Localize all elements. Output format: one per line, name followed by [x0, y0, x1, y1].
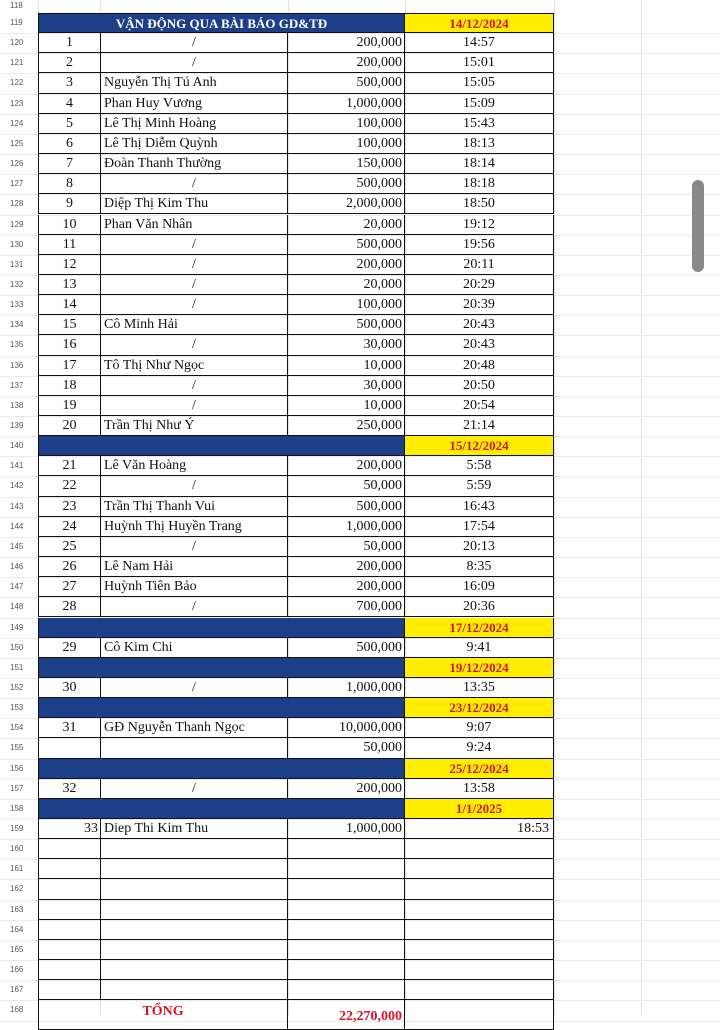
donor-name-cell[interactable] [101, 980, 288, 1000]
donor-name-cell[interactable]: / [101, 476, 288, 496]
index-cell[interactable]: 1 [38, 33, 101, 53]
time-cell[interactable]: 5:59 [405, 476, 554, 496]
time-cell[interactable] [405, 940, 554, 960]
row-number: 118 [10, 1, 23, 10]
time-cell[interactable]: 5:58 [405, 456, 554, 476]
donation-row [38, 476, 554, 496]
date-header-cell[interactable]: 23/12/2024 [405, 698, 554, 718]
time-cell[interactable]: 15:05 [405, 73, 554, 93]
index-cell[interactable]: 4 [38, 94, 101, 114]
donation-row [38, 597, 554, 617]
donation-row [38, 537, 554, 557]
amount-cell[interactable]: 100,000 [288, 114, 405, 134]
row-number: 127 [10, 179, 24, 189]
donor-name-cell[interactable]: Đoàn Thanh Thường [101, 154, 288, 174]
row-number: 137 [10, 380, 24, 390]
row-number: 140 [10, 441, 24, 451]
row-number: 128 [10, 199, 24, 209]
row-number: 149 [10, 622, 24, 632]
time-cell[interactable]: 13:58 [405, 779, 554, 799]
donor-name-cell[interactable]: / [101, 255, 288, 275]
row-number: 154 [10, 723, 24, 733]
amount-cell[interactable]: 100,000 [288, 295, 405, 315]
donor-name-cell[interactable] [101, 920, 288, 940]
amount-cell[interactable]: 700,000 [288, 597, 405, 617]
row-number: 163 [10, 904, 24, 914]
index-cell[interactable]: 20 [38, 416, 101, 436]
amount-cell[interactable]: 200,000 [288, 557, 405, 577]
donor-name-cell[interactable] [101, 859, 288, 879]
time-cell[interactable]: 8:35 [405, 557, 554, 577]
amount-cell[interactable]: 1,000,000 [288, 819, 405, 839]
donation-row [38, 114, 554, 134]
row-number: 132 [10, 279, 24, 289]
date-separator-row [38, 436, 554, 456]
row-number-column [0, 0, 38, 1016]
donor-name-cell[interactable]: Phan Văn Nhân [101, 215, 288, 235]
index-cell[interactable] [38, 859, 101, 879]
time-cell[interactable]: 16:09 [405, 577, 554, 597]
row-number: 144 [10, 521, 24, 531]
time-cell[interactable] [405, 1000, 554, 1030]
amount-cell[interactable]: 200,000 [288, 779, 405, 799]
index-cell[interactable]: 24 [38, 517, 101, 537]
date-header-cell[interactable]: 17/12/2024 [405, 618, 554, 638]
time-cell[interactable]: 14:57 [405, 33, 554, 53]
empty-row [38, 839, 554, 859]
index-cell[interactable]: 17 [38, 356, 101, 376]
amount-cell[interactable]: 500,000 [288, 497, 405, 517]
donor-name-cell[interactable]: Trần Thị Như Ý [101, 416, 288, 436]
donor-name-cell[interactable]: / [101, 174, 288, 194]
donor-name-cell[interactable]: / [101, 295, 288, 315]
row-number: 153 [10, 703, 24, 713]
donation-row [38, 396, 554, 416]
date-separator-row [38, 759, 554, 779]
index-cell[interactable]: 2 [38, 53, 101, 73]
date-header-cell[interactable]: 1/1/2025 [405, 799, 554, 819]
donor-name-cell[interactable]: Cô Kim Chi [101, 638, 288, 658]
index-cell[interactable]: 8 [38, 174, 101, 194]
row-number: 168 [10, 1005, 24, 1015]
index-cell[interactable]: 28 [38, 597, 101, 617]
amount-cell[interactable] [288, 879, 405, 899]
time-cell[interactable]: 20:36 [405, 597, 554, 617]
index-cell[interactable]: 9 [38, 194, 101, 214]
index-cell[interactable] [38, 900, 101, 920]
sheet-title-cell[interactable]: VẬN ĐỘNG QUA BÀI BÁO GD&TĐ [38, 13, 405, 33]
time-cell[interactable]: 20:43 [405, 315, 554, 335]
index-cell[interactable] [38, 960, 101, 980]
row-number: 121 [10, 58, 24, 68]
index-cell[interactable]: 31 [38, 718, 101, 738]
donor-name-cell[interactable]: Phan Huy Vương [101, 94, 288, 114]
amount-cell[interactable]: 50,000 [288, 476, 405, 496]
date-separator-row [38, 799, 554, 819]
donation-row [38, 819, 554, 839]
donation-row [38, 678, 554, 698]
donation-row [38, 497, 554, 517]
amount-cell[interactable]: 500,000 [288, 174, 405, 194]
time-cell[interactable]: 18:14 [405, 154, 554, 174]
donation-row [38, 335, 554, 355]
donation-row [38, 53, 554, 73]
index-cell[interactable]: 5 [38, 114, 101, 134]
time-cell[interactable]: 20:43 [405, 335, 554, 355]
index-cell[interactable] [38, 738, 101, 758]
total-amount-cell[interactable]: 22,270,000 [288, 1000, 405, 1030]
index-cell[interactable]: 33 [38, 819, 101, 839]
amount-cell[interactable] [288, 900, 405, 920]
donor-name-cell[interactable]: Huỳnh Tiên Bảo [101, 577, 288, 597]
empty-row [38, 980, 554, 1000]
row-number: 146 [10, 562, 24, 572]
donation-row [38, 215, 554, 235]
row-number: 159 [10, 824, 24, 833]
row-number: 167 [10, 985, 24, 995]
donor-name-cell[interactable]: / [101, 376, 288, 396]
row-number: 129 [10, 219, 24, 229]
amount-cell[interactable] [288, 859, 405, 879]
row-number: 119 [10, 18, 23, 27]
time-cell[interactable] [405, 980, 554, 1000]
row-number: 120 [10, 38, 24, 48]
index-cell[interactable]: 32 [38, 779, 101, 799]
index-cell[interactable]: 14 [38, 295, 101, 315]
index-cell[interactable]: 23 [38, 497, 101, 517]
date-header-cell[interactable]: 25/12/2024 [405, 759, 554, 779]
time-cell[interactable] [405, 859, 554, 879]
donation-row [38, 295, 554, 315]
amount-cell[interactable]: 1,000,000 [288, 678, 405, 698]
index-cell[interactable]: 16 [38, 335, 101, 355]
donor-name-cell[interactable] [101, 960, 288, 980]
amount-cell[interactable]: 200,000 [288, 456, 405, 476]
donor-name-cell[interactable]: / [101, 335, 288, 355]
donor-name-cell[interactable]: Nguyễn Thị Tú Anh [101, 73, 288, 93]
index-cell[interactable] [38, 920, 101, 940]
index-cell[interactable]: 6 [38, 134, 101, 154]
empty-row [38, 940, 554, 960]
amount-cell[interactable]: 2,000,000 [288, 194, 405, 214]
row-number: 160 [10, 844, 24, 854]
amount-cell[interactable]: 10,000,000 [288, 718, 405, 738]
amount-cell[interactable] [288, 940, 405, 960]
amount-cell[interactable]: 10,000 [288, 356, 405, 376]
row-number: 145 [10, 541, 24, 551]
donor-name-cell[interactable]: Cô Minh Hải [101, 315, 288, 335]
index-cell[interactable]: 19 [38, 396, 101, 416]
empty-row [38, 900, 554, 920]
donation-row [38, 718, 554, 738]
row-number: 123 [10, 98, 24, 108]
donor-name-cell[interactable]: Lê Thị Diễm Quỳnh [101, 134, 288, 154]
donor-name-cell[interactable]: GĐ Nguyễn Thanh Ngọc [101, 718, 288, 738]
amount-cell[interactable] [288, 920, 405, 940]
donation-row [38, 456, 554, 476]
donation-row [38, 174, 554, 194]
donor-name-cell[interactable]: / [101, 678, 288, 698]
index-cell[interactable]: 22 [38, 476, 101, 496]
time-cell[interactable]: 19:12 [405, 215, 554, 235]
donor-name-cell[interactable]: Lê Nam Hải [101, 557, 288, 577]
row-number: 151 [10, 662, 24, 672]
amount-cell[interactable]: 30,000 [288, 376, 405, 396]
amount-cell[interactable]: 100,000 [288, 134, 405, 154]
amount-cell[interactable]: 200,000 [288, 255, 405, 275]
row-number: 125 [10, 138, 24, 148]
time-cell[interactable]: 20:54 [405, 396, 554, 416]
index-cell[interactable]: 15 [38, 315, 101, 335]
row-number: 122 [10, 78, 24, 88]
date-header-cell[interactable]: 14/12/2024 [405, 13, 554, 33]
index-cell[interactable] [38, 940, 101, 960]
row-number: 133 [10, 300, 24, 310]
amount-cell[interactable]: 20,000 [288, 215, 405, 235]
time-cell[interactable]: 9:24 [405, 738, 554, 758]
index-cell[interactable]: 7 [38, 154, 101, 174]
amount-cell[interactable]: 250,000 [288, 416, 405, 436]
amount-cell[interactable]: 10,000 [288, 396, 405, 416]
donation-row [38, 94, 554, 114]
donation-row [38, 577, 554, 597]
amount-cell[interactable] [288, 980, 405, 1000]
row-number: 143 [10, 501, 24, 511]
amount-cell[interactable]: 20,000 [288, 275, 405, 295]
time-cell[interactable]: 20:48 [405, 356, 554, 376]
row-number: 164 [10, 924, 24, 934]
empty-row [38, 879, 554, 899]
donor-name-cell[interactable] [101, 839, 288, 859]
index-cell[interactable]: 21 [38, 456, 101, 476]
amount-cell[interactable]: 500,000 [288, 638, 405, 658]
amount-cell[interactable]: 200,000 [288, 577, 405, 597]
separator-band [38, 436, 405, 456]
donor-name-cell[interactable]: / [101, 275, 288, 295]
time-cell[interactable]: 20:50 [405, 376, 554, 396]
vertical-scrollbar-thumb[interactable] [692, 180, 704, 272]
index-cell[interactable] [38, 879, 101, 899]
time-cell[interactable]: 18:13 [405, 134, 554, 154]
time-cell[interactable]: 20:13 [405, 537, 554, 557]
donation-row [38, 376, 554, 396]
donation-row [38, 779, 554, 799]
donation-row [38, 356, 554, 376]
empty-row [38, 859, 554, 879]
donation-row [38, 275, 554, 295]
donation-sheet [38, 0, 554, 1025]
row-number: 134 [10, 320, 24, 330]
row-number: 131 [10, 259, 24, 269]
row-number: 138 [10, 400, 24, 410]
amount-cell[interactable]: 200,000 [288, 33, 405, 53]
date-separator-row [38, 658, 554, 678]
donor-name-cell[interactable]: / [101, 537, 288, 557]
time-cell[interactable]: 15:09 [405, 94, 554, 114]
index-cell[interactable]: 26 [38, 557, 101, 577]
row-number: 136 [10, 360, 24, 370]
row-number: 161 [10, 864, 24, 874]
time-cell[interactable] [405, 920, 554, 940]
donor-name-cell[interactable]: Huỳnh Thị Huyền Trang [101, 517, 288, 537]
amount-cell[interactable]: 500,000 [288, 235, 405, 255]
donor-name-cell[interactable]: Trần Thị Thanh Vui [101, 497, 288, 517]
index-cell[interactable]: 11 [38, 235, 101, 255]
time-cell[interactable]: 20:29 [405, 275, 554, 295]
sheet-gridline [554, 0, 555, 1016]
time-cell[interactable]: 18:53 [405, 819, 554, 839]
row-number: 158 [10, 803, 24, 813]
time-cell[interactable]: 18:50 [405, 194, 554, 214]
row-number: 152 [10, 682, 24, 692]
index-cell[interactable]: 27 [38, 577, 101, 597]
time-cell[interactable]: 20:39 [405, 295, 554, 315]
index-cell[interactable]: 13 [38, 275, 101, 295]
total-label-cell[interactable]: TỔNG [38, 1000, 288, 1030]
row-number: 130 [10, 239, 24, 249]
date-separator-row [38, 618, 554, 638]
time-cell[interactable]: 16:43 [405, 497, 554, 517]
row-number: 165 [10, 944, 24, 954]
amount-cell[interactable]: 500,000 [288, 315, 405, 335]
time-cell[interactable] [405, 839, 554, 859]
separator-band [38, 698, 405, 718]
row-number: 157 [10, 783, 24, 793]
empty-row [38, 920, 554, 940]
donor-name-cell[interactable]: / [101, 33, 288, 53]
row-number: 135 [10, 340, 24, 350]
amount-cell[interactable]: 30,000 [288, 335, 405, 355]
row-number: 155 [10, 743, 24, 753]
donation-row [38, 517, 554, 537]
donor-name-cell[interactable]: Lê Thị Minh Hoàng [101, 114, 288, 134]
donation-row [38, 315, 554, 335]
index-cell[interactable]: 10 [38, 215, 101, 235]
separator-band [38, 658, 405, 678]
donor-name-cell[interactable]: / [101, 396, 288, 416]
row-number: 150 [10, 642, 24, 652]
row-number: 126 [10, 159, 24, 169]
donation-row [38, 738, 554, 758]
amount-cell[interactable] [288, 960, 405, 980]
amount-cell[interactable]: 1,000,000 [288, 517, 405, 537]
index-cell[interactable]: 29 [38, 638, 101, 658]
row-number: 148 [10, 602, 24, 612]
donor-name-cell[interactable]: Tô Thị Như Ngọc [101, 356, 288, 376]
donation-row [38, 638, 554, 658]
donor-name-cell[interactable]: Diệp Thị Kim Thu [101, 194, 288, 214]
amount-cell[interactable]: 150,000 [288, 154, 405, 174]
row-number: 166 [10, 965, 24, 975]
donation-row [38, 235, 554, 255]
date-header-cell[interactable]: 19/12/2024 [405, 658, 554, 678]
date-header-cell[interactable]: 15/12/2024 [405, 436, 554, 456]
row-number: 156 [10, 763, 24, 773]
amount-cell[interactable]: 50,000 [288, 738, 405, 758]
amount-cell[interactable]: 500,000 [288, 73, 405, 93]
index-cell[interactable] [38, 980, 101, 1000]
empty-row [38, 960, 554, 980]
separator-band [38, 799, 405, 819]
time-cell[interactable]: 15:01 [405, 53, 554, 73]
donor-name-cell[interactable]: / [101, 53, 288, 73]
donor-name-cell[interactable]: / [101, 779, 288, 799]
donor-name-cell[interactable] [101, 879, 288, 899]
date-separator-row [38, 698, 554, 718]
donation-row [38, 255, 554, 275]
separator-band [38, 759, 405, 779]
donor-name-cell[interactable]: / [101, 597, 288, 617]
time-cell[interactable]: 21:14 [405, 416, 554, 436]
amount-cell[interactable] [288, 839, 405, 859]
donation-row [38, 73, 554, 93]
row-number: 162 [10, 884, 24, 894]
row-number: 139 [10, 421, 24, 430]
row-number: 124 [10, 118, 24, 128]
time-cell[interactable]: 9:41 [405, 638, 554, 658]
donor-name-cell[interactable]: / [101, 235, 288, 255]
time-cell[interactable]: 19:56 [405, 235, 554, 255]
time-cell[interactable] [405, 879, 554, 899]
donor-name-cell[interactable]: Diep Thi Kim Thu [101, 819, 288, 839]
donation-row [38, 557, 554, 577]
index-cell[interactable]: 30 [38, 678, 101, 698]
index-cell[interactable]: 18 [38, 376, 101, 396]
amount-cell[interactable]: 1,000,000 [288, 94, 405, 114]
donation-row [38, 416, 554, 436]
row-number: 147 [10, 582, 24, 592]
sheet-gridline [641, 0, 642, 1016]
donation-row [38, 194, 554, 214]
row-number: 141 [10, 461, 24, 471]
donation-row [38, 134, 554, 154]
donor-name-cell[interactable] [101, 900, 288, 920]
donor-name-cell[interactable] [101, 738, 288, 758]
donor-name-cell[interactable]: Lê Văn Hoàng [101, 456, 288, 476]
index-cell[interactable] [38, 839, 101, 859]
amount-cell[interactable]: 50,000 [288, 537, 405, 557]
donor-name-cell[interactable] [101, 940, 288, 960]
total-row [38, 1000, 554, 1030]
time-cell[interactable]: 9:07 [405, 718, 554, 738]
time-cell[interactable]: 17:54 [405, 517, 554, 537]
row-number: 142 [10, 481, 24, 491]
donation-row [38, 33, 554, 53]
time-cell[interactable] [405, 960, 554, 980]
time-cell[interactable]: 18:18 [405, 174, 554, 194]
time-cell[interactable]: 15:43 [405, 114, 554, 134]
amount-cell[interactable]: 200,000 [288, 53, 405, 73]
title-row [38, 13, 554, 33]
time-cell[interactable]: 20:11 [405, 255, 554, 275]
time-cell[interactable] [405, 900, 554, 920]
index-cell[interactable]: 25 [38, 537, 101, 557]
time-cell[interactable]: 13:35 [405, 678, 554, 698]
separator-band [38, 618, 405, 638]
index-cell[interactable]: 3 [38, 73, 101, 93]
donation-row [38, 154, 554, 174]
index-cell[interactable]: 12 [38, 255, 101, 275]
